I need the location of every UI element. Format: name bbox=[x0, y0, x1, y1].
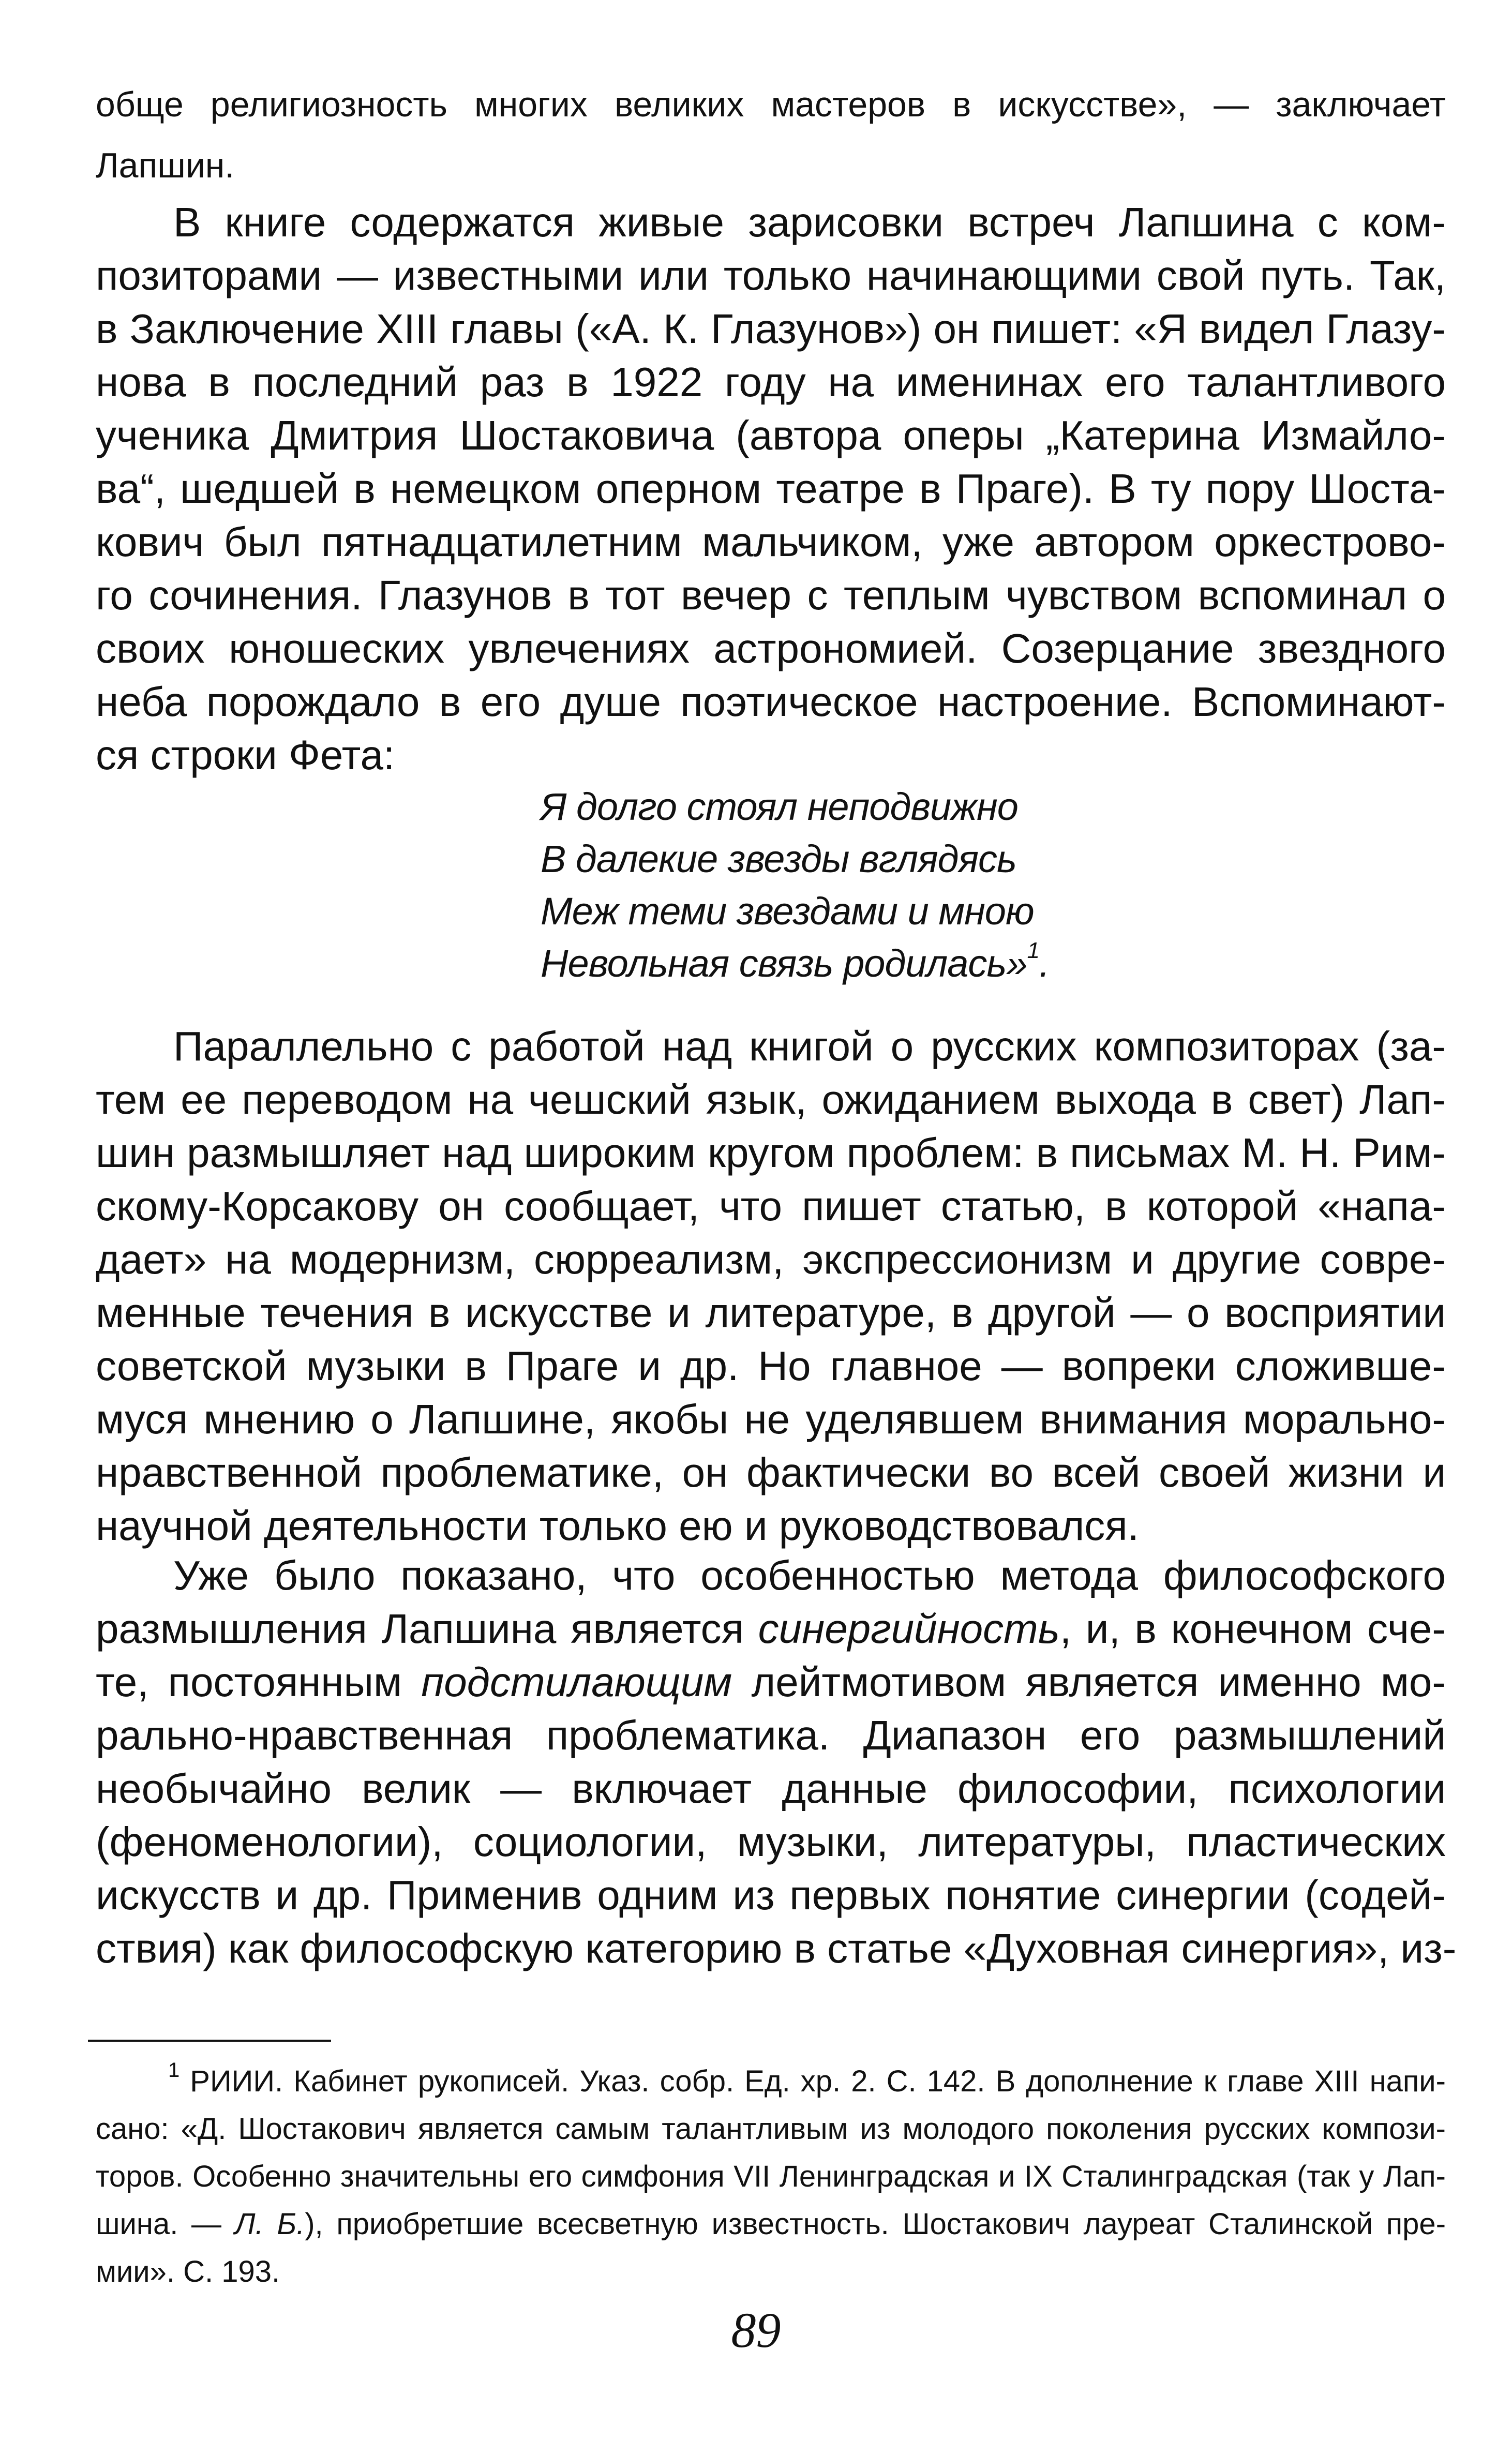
footnote-line bbox=[96, 2058, 1446, 2105]
text-run: ), приобретшие всесветную известность. Шостакович лауреат Сталинской пре- bbox=[305, 2207, 1446, 2241]
text-line: муся мнению о Лапшине, якобы не уделявшем внимания морально- bbox=[96, 1396, 1446, 1442]
text-line: рально-нравственная проблематика. Диапазон его размышлений bbox=[96, 1712, 1446, 1758]
text-line: необычайно велик — включает данные философии, психологии bbox=[96, 1765, 1446, 1812]
text-run: , и, в конечном сче- bbox=[1059, 1606, 1446, 1652]
text-line: В книге содержатся живые зарисовки встреч Лапшина с ком- bbox=[173, 199, 1446, 245]
text-line: шин размышляет над широким кругом проблем: в письмах М. Н. Рим- bbox=[96, 1130, 1446, 1176]
footnote-reference[interactable]: 1 bbox=[1027, 938, 1039, 963]
poem-line-last bbox=[541, 937, 1050, 990]
paragraph-synergy bbox=[96, 1549, 1457, 1975]
text-run: лейтмотивом является именно мо- bbox=[732, 1659, 1446, 1705]
poem-line: Я долго стоял неподвижно bbox=[541, 785, 1018, 828]
page-number: 89 bbox=[731, 2302, 781, 2358]
poem-quote-fet bbox=[541, 781, 1050, 990]
footnote-line: мии». С. 193. bbox=[96, 2255, 280, 2288]
text-line: Лапшин. bbox=[96, 146, 235, 185]
text-line: обще религиозность многих великих мастеров в искусстве», — заключает bbox=[96, 85, 1446, 124]
poem-line-text: Невольная связь родилась» bbox=[541, 942, 1027, 985]
text-line: нова в последний раз в 1922 году на именинах его талантливого bbox=[96, 359, 1446, 405]
emphasis-term: синергийность bbox=[758, 1606, 1060, 1652]
text-line: неба порождало в его душе поэтическое настроение. Вспоминают- bbox=[96, 679, 1446, 725]
text-line: научной деятельности только ею и руководствовался. bbox=[96, 1503, 1139, 1549]
text-line: ученика Дмитрия Шостаковича (автора оперы „Катерина Измайло- bbox=[96, 412, 1446, 458]
text-line bbox=[96, 1655, 1446, 1709]
text-line: го сочинения. Глазунов в тот вечер с теплым чувством вспоминал о bbox=[96, 572, 1446, 618]
text-line: нравственной проблематике, он фактически во всей своей жизни и bbox=[96, 1449, 1446, 1495]
text-line: дает» на модернизм, сюрреализм, экспрессионизм и другие совре- bbox=[96, 1236, 1446, 1282]
text-line bbox=[96, 1602, 1446, 1655]
emphasis-initials: Л. Б. bbox=[234, 2207, 305, 2241]
footnote-line: сано: «Д. Шостакович является самым талантливым из молодого поколения русских компози- bbox=[96, 2112, 1446, 2146]
poem-line: Меж теми звездами и мною bbox=[541, 890, 1034, 933]
footnote-line bbox=[96, 2201, 1446, 2248]
text-line: скому-Корсакову он сообщает, что пишет статью, в которой «напа- bbox=[96, 1183, 1446, 1229]
text-line: кович был пятнадцатилетним мальчиком, уже автором оркестрово- bbox=[96, 519, 1446, 565]
text-line: позиторами — известными или только начинающими свой путь. Так, bbox=[96, 252, 1446, 298]
paragraph-parallel-work bbox=[96, 1020, 1446, 1552]
emphasis-term: подстилающим bbox=[421, 1659, 732, 1705]
text-run: размышления Лапшина является bbox=[96, 1606, 758, 1652]
text-run: те, постоянным bbox=[96, 1659, 422, 1705]
text-run: шина. — bbox=[96, 2207, 235, 2241]
poem-line: В далекие звезды вглядясь bbox=[541, 837, 1016, 880]
poem-line-end: . bbox=[1039, 942, 1050, 985]
text-line: (феноменологии), социологии, музыки, литературы, пластических bbox=[96, 1819, 1446, 1865]
footnote-line: торов. Особенно значительны его симфония VII Ленинградская и IX Сталинградская (так у Лап- bbox=[96, 2160, 1446, 2193]
footnote-number: 1 bbox=[168, 2059, 180, 2082]
text-line: Уже было показано, что особенностью метода философского bbox=[173, 1552, 1446, 1598]
text-line: ся строки Фета: bbox=[96, 732, 395, 778]
footnote-1 bbox=[96, 2058, 1446, 2296]
text-line: ствия) как философскую категорию в статье «Духовная синергия», из- bbox=[96, 1925, 1457, 1971]
text-line: искусств и др. Применив одним из первых понятие синергии (содей- bbox=[96, 1872, 1446, 1918]
continued-paragraph bbox=[96, 74, 1446, 196]
text-line: в Заключение XIII главы («А. К. Глазунов») он пишет: «Я видел Глазу- bbox=[96, 306, 1446, 352]
footnote-text: РИИИ. Кабинет рукописей. Указ. собр. Ед. хр. 2. С. 142. В дополнение к главе XIII напи- bbox=[179, 2064, 1446, 2098]
paragraph-lapshin-meetings bbox=[96, 196, 1446, 782]
text-line: тем ее переводом на чешский язык, ожиданием выхода в свет) Лап- bbox=[96, 1076, 1446, 1123]
text-line: менные течения в искусстве и литературе, в другой — о восприятии bbox=[96, 1290, 1446, 1336]
text-line: советской музыки в Праге и др. Но главное — вопреки сложивше- bbox=[96, 1343, 1446, 1389]
text-line: своих юношеских увлечениях астрономией. Созерцание звездного bbox=[96, 625, 1446, 671]
footnote-divider bbox=[88, 2040, 331, 2042]
text-line: Параллельно с работой над книгой о русских композиторах (за- bbox=[173, 1023, 1446, 1069]
text-line: ва“, шедшей в немецком оперном театре в Праге). В ту пору Шоста- bbox=[96, 466, 1446, 512]
